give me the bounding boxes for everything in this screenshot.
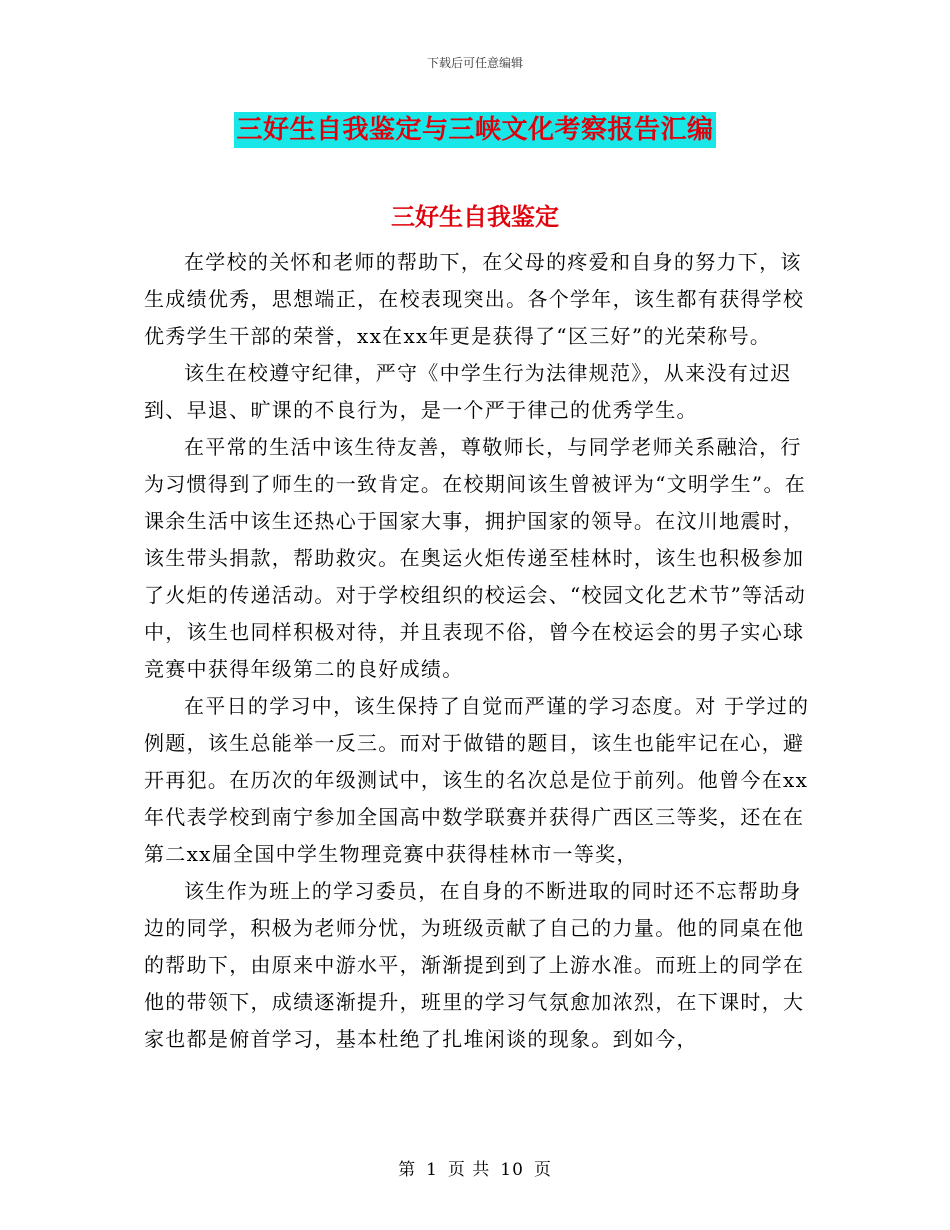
main-title-container xyxy=(0,112,950,148)
total-pages: 10 xyxy=(500,1160,524,1180)
paragraph: 该生在校遵守纪律，严守《中学生行为法律规范》，从来没有过迟到、早退、旷课的不良行为，是一个严于律己的优秀学生。 xyxy=(144,361,792,422)
section-title: 三好生自我鉴定 xyxy=(391,202,559,231)
body-text xyxy=(144,244,810,1058)
main-title: 三好生自我鉴定与三峡文化考察报告汇编 xyxy=(234,112,715,148)
footer-prefix: 第 xyxy=(398,1160,417,1180)
page-number: 1 xyxy=(426,1160,438,1180)
paragraph: 在平常的生活中该生待友善，尊敬师长，与同学老师关系融洽，行为习惯得到了师生的一致肯定。在校期间该生曾被评为“文明学生”。在课余生活中该生还热心于国家大事，拥护国家的领导。在汶川地震时，该生带头捐款，帮助救灾。在奥运火炬传递至桂林时，该生也积极参加了火炬的传递活动。对于学校组织的校运会、“校园文化艺术节”等活动中，该生也同样积极对待，并且表现不俗，曾今在校运会的男子实心球竞赛中获得年级第二的良好成绩。 xyxy=(144,435,807,681)
paragraph: 在学校的关怀和老师的帮助下，在父母的疼爱和自身的努力下，该生成绩优秀，思想端正，在校表现突出。各个学年，该生都有获得学校优秀学生干部的荣誉，xx在xx年更是获得了“区三好”的光荣称号。 xyxy=(144,250,805,348)
footer-middle: 页 共 xyxy=(447,1160,491,1180)
paragraph: 在平日的学习中，该生保持了自觉而严谨的学习态度。对 于学过的例题，该生总能举一反三。而对于做错的题目，该生也能牢记在心，避开再犯。在历次的年级测试中，该生的名次总是位于前列。他曾今在xx年代表学校到南宁参加全国高中数学联赛并获得广西区三等奖，还在在第二xx届全国中学生物理竞赛中获得桂林市一等奖， xyxy=(144,694,810,866)
paragraph: 该生作为班上的学习委员，在自身的不断进取的同时还不忘帮助身边的同学，积极为老师分忧，为班级贡献了自己的力量。他的同桌在他的帮助下，由原来中游水平，渐渐提到到了上游水准。而班上的同学在他的带领下，成绩逐渐提升，班里的学习气氛愈加浓烈，在下课时，大家也都是俯首学习，基本杜绝了扎堆闲谈的现象。到如今， xyxy=(144,879,805,1051)
footer-suffix: 页 xyxy=(533,1160,552,1180)
header-note: 下载后可任意编辑 xyxy=(426,56,523,70)
page-footer xyxy=(0,1155,950,1180)
